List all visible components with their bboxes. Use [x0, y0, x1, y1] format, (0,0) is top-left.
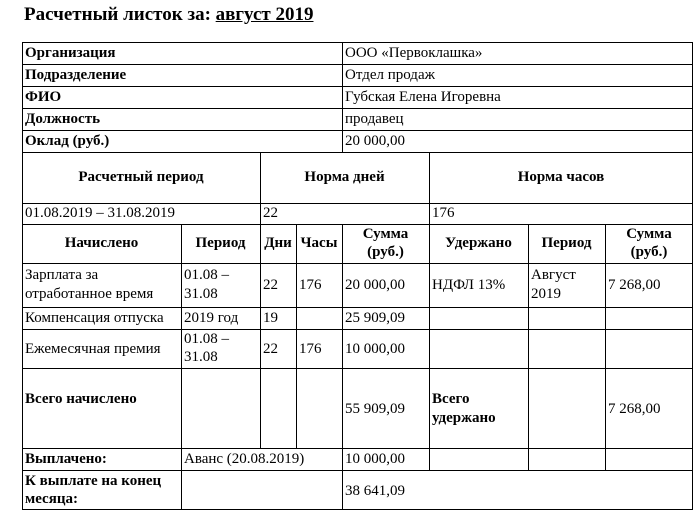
row1-withheld-period-line1: Август [531, 267, 576, 283]
title-period: август 2019 [215, 4, 314, 25]
row1-name-line2: отработанное время [25, 286, 154, 302]
col-withheld-period: Период [541, 235, 592, 251]
fio-value: Губская Елена Игоревна [345, 89, 501, 105]
row1-hours: 176 [299, 277, 322, 293]
row3-period-line1: 01.08 – [184, 331, 229, 347]
due-sum: 38 641,09 [345, 483, 405, 499]
row3-hours: 176 [299, 341, 322, 357]
row2-period: 2019 год [184, 310, 239, 326]
row3-days: 22 [263, 341, 278, 357]
row1-withheld: НДФЛ 13% [432, 277, 506, 293]
col-sum-line2: (руб.) [367, 244, 404, 260]
row1-withheld-sum: 7 268,00 [608, 277, 661, 293]
days-norm-header: Норма дней [304, 169, 385, 185]
row2-sum: 25 909,09 [345, 310, 405, 326]
period-value: 01.08.2019 – 31.08.2019 [25, 205, 175, 221]
fio-label: ФИО [25, 89, 62, 105]
col-period: Период [195, 235, 246, 251]
col-withheld: Удержано [445, 235, 512, 251]
hours-norm-header: Норма часов [517, 169, 605, 185]
col-withheld-sum-line2: (руб.) [630, 244, 668, 260]
total-withheld-label-line1: Всего [432, 391, 470, 407]
org-label: Организация [25, 45, 116, 61]
org-value: ООО «Первоклашка» [345, 45, 483, 61]
payslip-table [22, 42, 693, 510]
row1-sum: 20 000,00 [345, 277, 405, 293]
paid-label: Выплачено: [25, 451, 107, 467]
salary-label: Оклад (руб.) [25, 133, 110, 149]
dept-value: Отдел продаж [345, 67, 435, 83]
row1-days: 22 [263, 277, 278, 293]
row3-name: Ежемесячная премия [25, 341, 161, 357]
row3-sum: 10 000,00 [345, 341, 405, 357]
col-accrued: Начислено [64, 235, 139, 251]
salary-value: 20 000,00 [345, 133, 405, 149]
total-withheld-sum: 7 268,00 [608, 401, 661, 417]
row2-days: 19 [263, 310, 278, 326]
col-days: Дни [264, 235, 292, 251]
col-withheld-sum-line1: Сумма [626, 226, 672, 242]
total-accrued-sum: 55 909,09 [345, 401, 405, 417]
row1-period-line1: 01.08 – [184, 267, 229, 283]
payslip-title [24, 4, 313, 26]
paid-desc: Аванс (20.08.2019) [184, 451, 305, 467]
title-label: Расчетный листок за: [24, 4, 211, 25]
col-hours: Часы [300, 235, 338, 251]
row1-period-line2: 31.08 [184, 286, 218, 302]
row2-name: Компенсация отпуска [25, 310, 164, 326]
col-sum-line1: Сумма [362, 226, 409, 242]
dept-label: Подразделение [25, 67, 127, 83]
total-withheld-label-line2: удержано [432, 410, 496, 426]
position-value: продавец [345, 111, 404, 127]
row1-withheld-period-line2: 2019 [531, 286, 561, 302]
row1-name-line1: Зарплата за [25, 267, 99, 283]
hours-norm-value: 176 [432, 205, 455, 221]
position-label: Должность [25, 111, 101, 127]
days-norm-value: 22 [263, 205, 278, 221]
due-label-line2: месяца: [25, 491, 78, 507]
paid-sum: 10 000,00 [345, 451, 405, 467]
row3-period-line2: 31.08 [184, 349, 218, 365]
total-accrued-label: Всего начислено [25, 391, 137, 407]
period-header: Расчетный период [78, 169, 204, 185]
due-label-line1: К выплате на конец [25, 473, 162, 489]
